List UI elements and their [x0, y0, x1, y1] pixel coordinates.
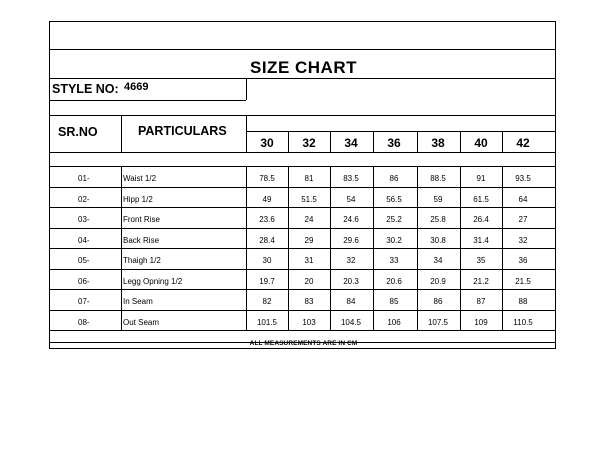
row-line	[50, 187, 555, 188]
row-value: 30	[262, 256, 272, 265]
rows-top-line	[50, 166, 555, 167]
sr-divider	[121, 228, 122, 249]
row-value: 84	[346, 297, 356, 306]
row-value: 26.4	[473, 215, 489, 224]
row-particular: Back Rise	[123, 235, 160, 245]
row-value: 51.5	[301, 194, 317, 204]
style-label: STYLE NO:	[52, 82, 119, 96]
row-sr-no: 01-	[78, 174, 90, 183]
row-particular: Front Rise	[123, 215, 160, 224]
row-line	[50, 207, 555, 208]
row-value: 20	[304, 276, 314, 286]
sr-divider	[121, 166, 122, 187]
row-value: 23.6	[259, 215, 275, 224]
sr-divider	[121, 269, 122, 290]
row-value: 86	[433, 297, 443, 306]
row-value: 32	[346, 256, 356, 265]
sizes-top-line	[246, 131, 555, 132]
row-value: 33	[389, 256, 399, 265]
row-particular: Out Seam	[123, 317, 160, 327]
size-header-40: 40	[474, 136, 488, 150]
row-particular: Legg Opning 1/2	[123, 276, 183, 286]
row-value: 49	[262, 194, 272, 204]
size-header-36: 36	[387, 136, 401, 150]
row-particular: Hipp 1/2	[123, 194, 153, 204]
sr-divider	[121, 115, 122, 152]
header-bottom-line	[50, 152, 555, 153]
row-value: 31	[304, 256, 314, 265]
row-sr-no: 06-	[78, 276, 90, 286]
row-value: 29.6	[343, 235, 359, 245]
row-value: 91	[476, 174, 486, 183]
row-value: 88	[518, 297, 528, 306]
row-value: 20.6	[386, 276, 402, 286]
row-value: 87	[476, 297, 486, 306]
row-value: 83	[304, 297, 314, 306]
sr-divider	[121, 289, 122, 310]
style-bottom-line	[50, 100, 246, 101]
row-value: 54	[346, 194, 356, 204]
sr-divider	[121, 310, 122, 331]
row-sr-no: 05-	[78, 256, 90, 265]
title-top-line	[50, 49, 555, 50]
row-value: 81	[304, 174, 314, 183]
row-line	[50, 269, 555, 270]
row-sr-no: 04-	[78, 235, 90, 245]
row-sr-no: 03-	[78, 215, 90, 224]
row-value: 21.5	[515, 276, 531, 286]
row-value: 110.5	[513, 317, 533, 327]
size-header-38: 38	[431, 136, 445, 150]
row-value: 93.5	[515, 174, 531, 183]
row-sr-no: 02-	[78, 194, 90, 204]
row-value: 56.5	[386, 194, 402, 204]
row-value: 35	[476, 256, 486, 265]
chart-title: SIZE CHART	[250, 58, 357, 77]
row-value: 104.5	[340, 317, 362, 327]
style-divider	[246, 78, 247, 100]
sr-divider	[121, 207, 122, 228]
row-value: 103	[302, 317, 316, 327]
row-line	[50, 289, 555, 290]
row-value: 29	[304, 235, 314, 245]
row-value: 61.5	[473, 194, 489, 204]
row-value: 59	[433, 194, 443, 204]
measurement-note: ALL MEASUREMENTS ARE IN CM	[249, 340, 358, 347]
size-header-30: 30	[260, 136, 274, 150]
row-sr-no: 08-	[78, 317, 90, 327]
row-value: 25.2	[386, 215, 402, 224]
sr-divider	[121, 248, 122, 269]
row-value: 24	[304, 215, 314, 224]
row-value: 88.5	[430, 174, 446, 183]
row-value: 21.2	[473, 276, 489, 286]
row-value: 82	[262, 297, 272, 306]
row-line	[50, 310, 555, 311]
row-value: 25.8	[430, 215, 446, 224]
particulars-header: PARTICULARS	[138, 124, 227, 138]
sr-no-header: SR.NO	[58, 125, 98, 139]
row-line	[50, 248, 555, 249]
row-value: 31.4	[473, 235, 489, 245]
size-chart-sheet	[49, 21, 556, 349]
row-value: 27	[518, 215, 528, 224]
row-value: 30.8	[430, 235, 446, 245]
row-value: 32	[518, 235, 528, 245]
row-value: 19.7	[259, 276, 275, 286]
row-value: 64	[518, 194, 528, 204]
row-value: 101.5	[256, 317, 278, 327]
row-value: 107.5	[427, 317, 449, 327]
row-value: 34	[433, 256, 443, 265]
row-line	[50, 330, 555, 331]
row-sr-no: 07-	[78, 297, 90, 306]
row-particular: Thaigh 1/2	[123, 256, 161, 265]
style-value: 4669	[124, 81, 149, 93]
size-header-42: 42	[516, 136, 530, 150]
row-value: 36	[518, 256, 528, 265]
row-value: 85	[389, 297, 399, 306]
row-value: 78.5	[259, 174, 275, 183]
row-value: 86	[389, 174, 399, 183]
row-value: 106	[387, 317, 401, 327]
sr-divider	[121, 187, 122, 208]
size-header-32: 32	[302, 136, 316, 150]
row-particular: Waist 1/2	[123, 174, 157, 183]
row-value: 24.6	[343, 215, 359, 224]
title-bottom-line	[50, 78, 555, 79]
size-header-34: 34	[344, 136, 358, 150]
row-line	[50, 228, 555, 229]
row-value: 28.4	[259, 235, 275, 245]
row-value: 20.9	[430, 276, 446, 286]
row-value: 20.3	[343, 276, 359, 286]
row-value: 109	[474, 317, 488, 327]
row-value: 83.5	[343, 174, 359, 183]
row-particular: In Seam	[123, 297, 153, 306]
header-top-line	[50, 115, 555, 116]
row-value: 30.2	[386, 235, 402, 245]
